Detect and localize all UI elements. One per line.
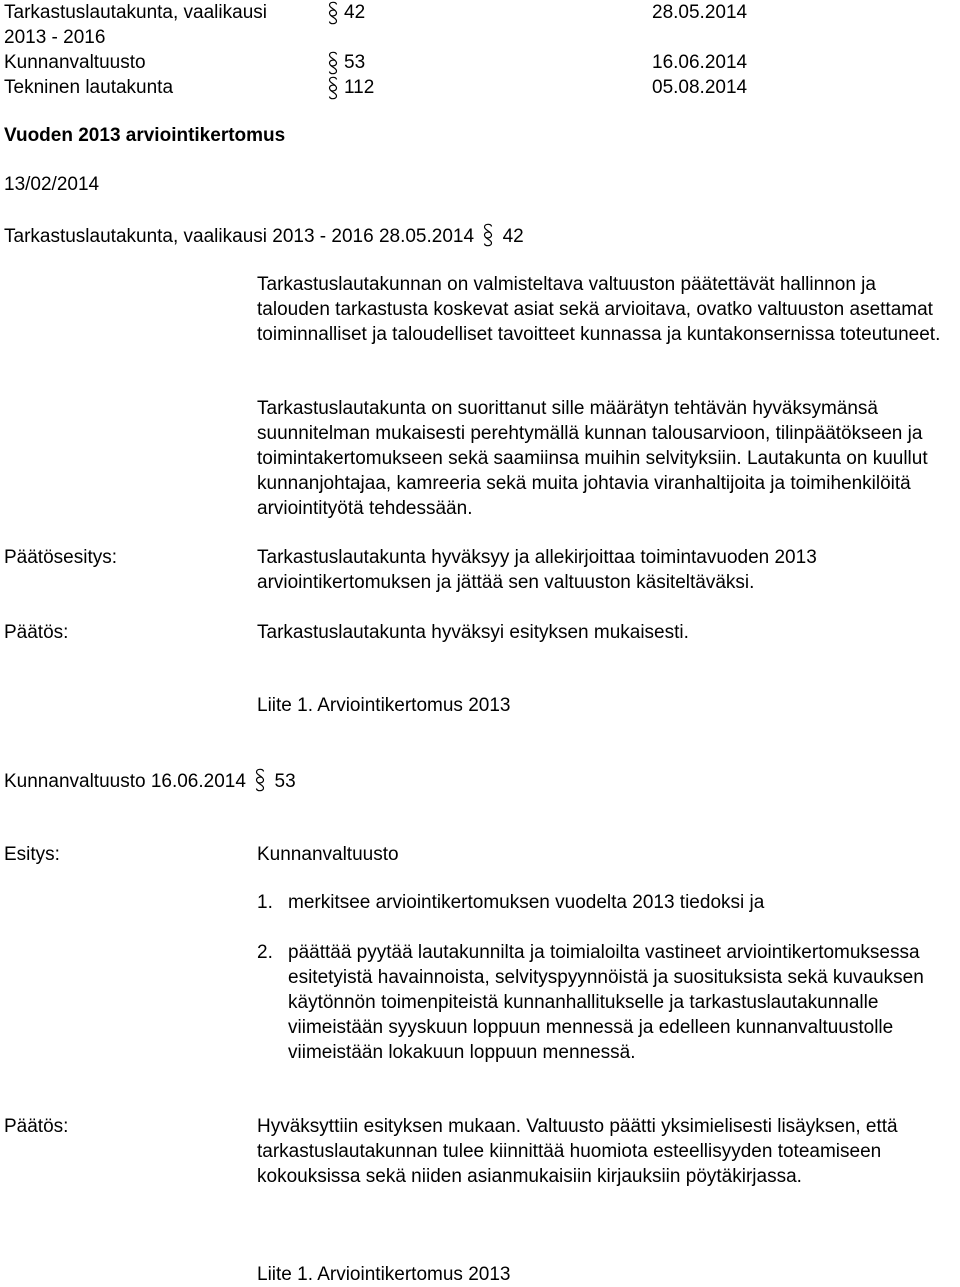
section2-proposal-text: Kunnanvaltuusto [257,844,399,865]
history-date-2: 16.06.2014 [652,52,748,73]
section1-heading-number: 42 [502,226,524,247]
history-number-2: 53 [344,52,366,73]
section1-proposal-label: Päätösesitys: [4,547,117,568]
list-item-text: merkitsee arviointikertomuksen vuodelta 2013 tiedoksi ja [288,892,765,913]
section2-heading-number: 53 [274,771,296,792]
section1-decision-text: Tarkastuslautakunta hyväksyi esityksen mukaisesti. [257,622,689,643]
section1-attachment: Liite 1. Arviointikertomus 2013 [257,695,511,716]
list-item-number: 2. [257,942,273,963]
history-number-3: 112 [344,77,375,98]
section2-proposal-label: Esitys: [4,844,60,865]
list-item-text: päättää pyytää lautakunnilta ja toimialoilta vastineet arviointikertomuksessa esitetyistä havainnoista, selvityspyynnöistä ja suosituksista sekä kuvauksen käytönnön toimenpiteistä kunnanhallitukselle ja tarkastuslautakunnalle viimeistään syyskuun loppuun mennessä ja edelleen kunnanvaltuustolle viimeistään lokakuun loppuun mennessä. [288,942,924,1063]
section2-attachment: Liite 1. Arviointikertomus 2013 [257,1264,511,1285]
section1-paragraph-2: Tarkastuslautakunta on suorittanut sille määrätyn tehtävän hyväksymänsä suunnitelman mukaisesti perehtymällä kunnan talousarvioon, tilinpäätökseen ja toimintakertomukseen sekä saamiinsa muihin selvityksiin. Lautakunta on kuullut kunnanjohtajaa, kamreeria sekä muita johtavia viranhaltijoita ja toimihenkilöitä arviointityötä tehdessään. [257,398,928,519]
section1-proposal-text: Tarkastuslautakunta hyväksyy ja allekirjoittaa toimintavuoden 2013 arviointikertomuksen ja jättää sen valtuuston käsiteltäväksi. [257,547,817,593]
history-date-3: 05.08.2014 [652,77,748,98]
record-date: 13/02/2014 [4,174,100,195]
section1-decision-label: Päätös: [4,622,69,643]
section2-heading [4,767,296,794]
section2-decision-label: Päätös: [4,1116,69,1137]
section1-heading [4,222,524,249]
history-number-1: 42 [344,2,366,23]
section-sign-icon [327,75,339,101]
history-body-2: Kunnanvaltuusto [4,52,146,73]
section1-paragraph-1: Tarkastuslautakunnan on valmisteltava valtuuston päätettävät hallinnon ja talouden tarkastusta koskevat asiat sekä arvioitava, ovatko valtuuston asettamat toiminnalliset ja taloudelliset tavoitteet kunnassa ja kuntakonsernissa toteutuneet. [257,274,941,345]
section-sign-icon [254,767,266,793]
list-item-number: 1. [257,892,273,913]
section2-decision-text: Hyväksyttiin esityksen mukaan. Valtuusto päätti yksimielisesti lisäyksen, että tarkastuslautakunnan tulee kiinnittää huomiota esteellisyyden toteamiseen kokouksissa sekä niiden asianmukaisiin kirjauksiin pöytäkirjassa. [257,1116,898,1187]
history-body-3: Tekninen lautakunta [4,77,174,98]
history-body-1-continuation: 2013 - 2016 [4,27,106,48]
section1-heading-text: Tarkastuslautakunta, vaalikausi 2013 - 2016 28.05.2014 [4,226,475,247]
history-date-1: 28.05.2014 [652,2,748,23]
history-body-1: Tarkastuslautakunta, vaalikausi [4,2,267,23]
section2-heading-text: Kunnanvaltuusto 16.06.2014 [4,771,246,792]
section-sign-icon [482,222,494,248]
document-title: Vuoden 2013 arviointikertomus [4,125,286,146]
section-sign-icon [327,0,339,26]
section-sign-icon [327,50,339,76]
